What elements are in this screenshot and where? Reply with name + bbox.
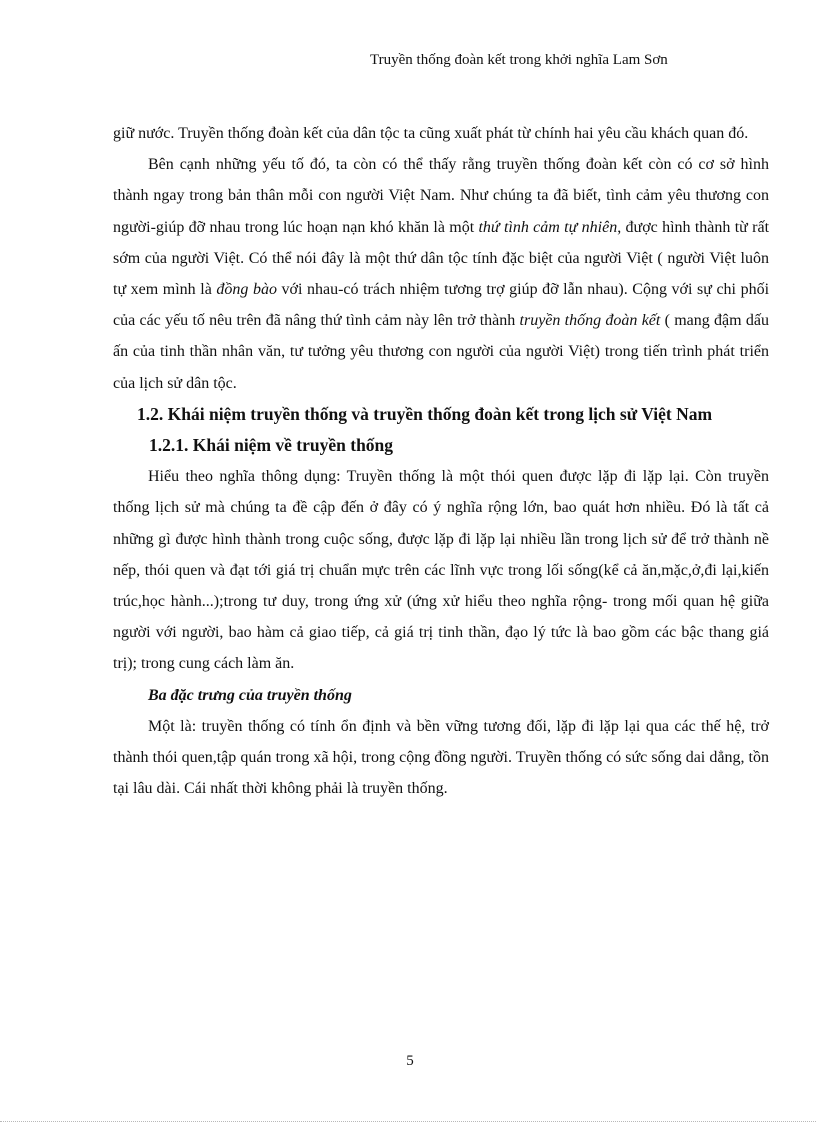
emphasis-solidarity-tradition: truyền thống đoàn kết	[519, 312, 661, 330]
page-number: 5	[406, 1053, 414, 1069]
paragraph-4: Một là: truyền thống có tính ổn định và bền vững tương đối, lặp đi lặp lại qua các thế hệ, trở thành thói quen,tập quán trong xã hội, trong cộng đồng người. Truyền thống có sức sống dai dẳng, tồn tại lâu dài. Cái nhất thời không phải là truyền thống.	[113, 717, 769, 798]
section-heading-1-2: 1.2. Khái niệm truyền thống và truyền thống đoàn kết trong lịch sử Việt Nam	[137, 403, 713, 424]
section-heading-1-2-1: 1.2.1. Khái niệm về truyền thống	[149, 435, 394, 456]
paragraph-3: Hiểu theo nghĩa thông dụng: Truyền thống là một thói quen được lặp đi lặp lại. Còn truyền thống lịch sử mà chúng ta đề cập đến ở đây có ý nghĩa rộng lớn, bao quát hơn nhiều. Đó là tất cả những gì được hình thành trong cuộc sống, được lặp đi lặp lại nhiều lần trong lịch sử để trở thành nề nếp, thói quen và đạt tới giá trị chuẩn mực trên các lĩnh vực trong lối sống(kể cả ăn,mặc,ở,đi lại,kiến trúc,học hành...);trong tư duy, trong ứng xử (ứng xử hiểu theo nghĩa rộng- trong mối quan hệ giữa người với người, bao hàm cả giao tiếp, cả giá trị tinh thần, đạo lý tức là bao gồm các bậc thang giá trị); trong cung cách làm ăn.	[113, 468, 769, 673]
paragraph-2-text-a: Bên cạnh những yếu tố đó, ta còn có thể thấy rằng truyền thống đoàn kết còn có cơ sở hình thành ngay trong bản thân mỗi con người Việt Nam. Như chúng ta đã biết, tình cảm yêu thương con người-giúp đỡ nhau trong lúc hoạn nạn khó khăn là một	[113, 156, 769, 236]
running-header: Truyền thống đoàn kết trong khởi nghĩa Lam Sơn	[370, 52, 668, 68]
body-text	[113, 118, 769, 804]
paragraph-2	[113, 149, 769, 399]
emphasis-compatriots: đồng bào	[216, 281, 277, 299]
paragraph-2-text-b: , được hình thành từ rất sớm của người Việt. Có thể nói đây là một thứ dân tộc tính đặc biệt của người Việt ( người Việt luôn tự xem mình là	[113, 218, 770, 299]
emphasis-natural-feeling: thứ tình cảm tự nhiên	[478, 218, 618, 236]
paragraph-2-text-d: ( mang đậm dấu ấn của tinh thần nhân văn, tư tưởng yêu thương con người của người Việt) trong tiến trình phát triển của lịch sử dân tộc.	[113, 312, 769, 392]
paragraph-2-text-c: với nhau-có trách nhiệm tương trợ giúp đỡ lẫn nhau). Cộng với sự chi phối của các yếu tố nêu trên đã nâng thứ tình cảm này lên trở thành	[113, 281, 770, 330]
subheading-three-characteristics: Ba đặc trưng của truyền thống	[148, 686, 352, 704]
page-bottom-border	[0, 1121, 816, 1122]
paragraph-1: giữ nước. Truyền thống đoàn kết của dân tộc ta cũng xuất phát từ chính hai yêu cầu khách quan đó.	[113, 125, 749, 142]
